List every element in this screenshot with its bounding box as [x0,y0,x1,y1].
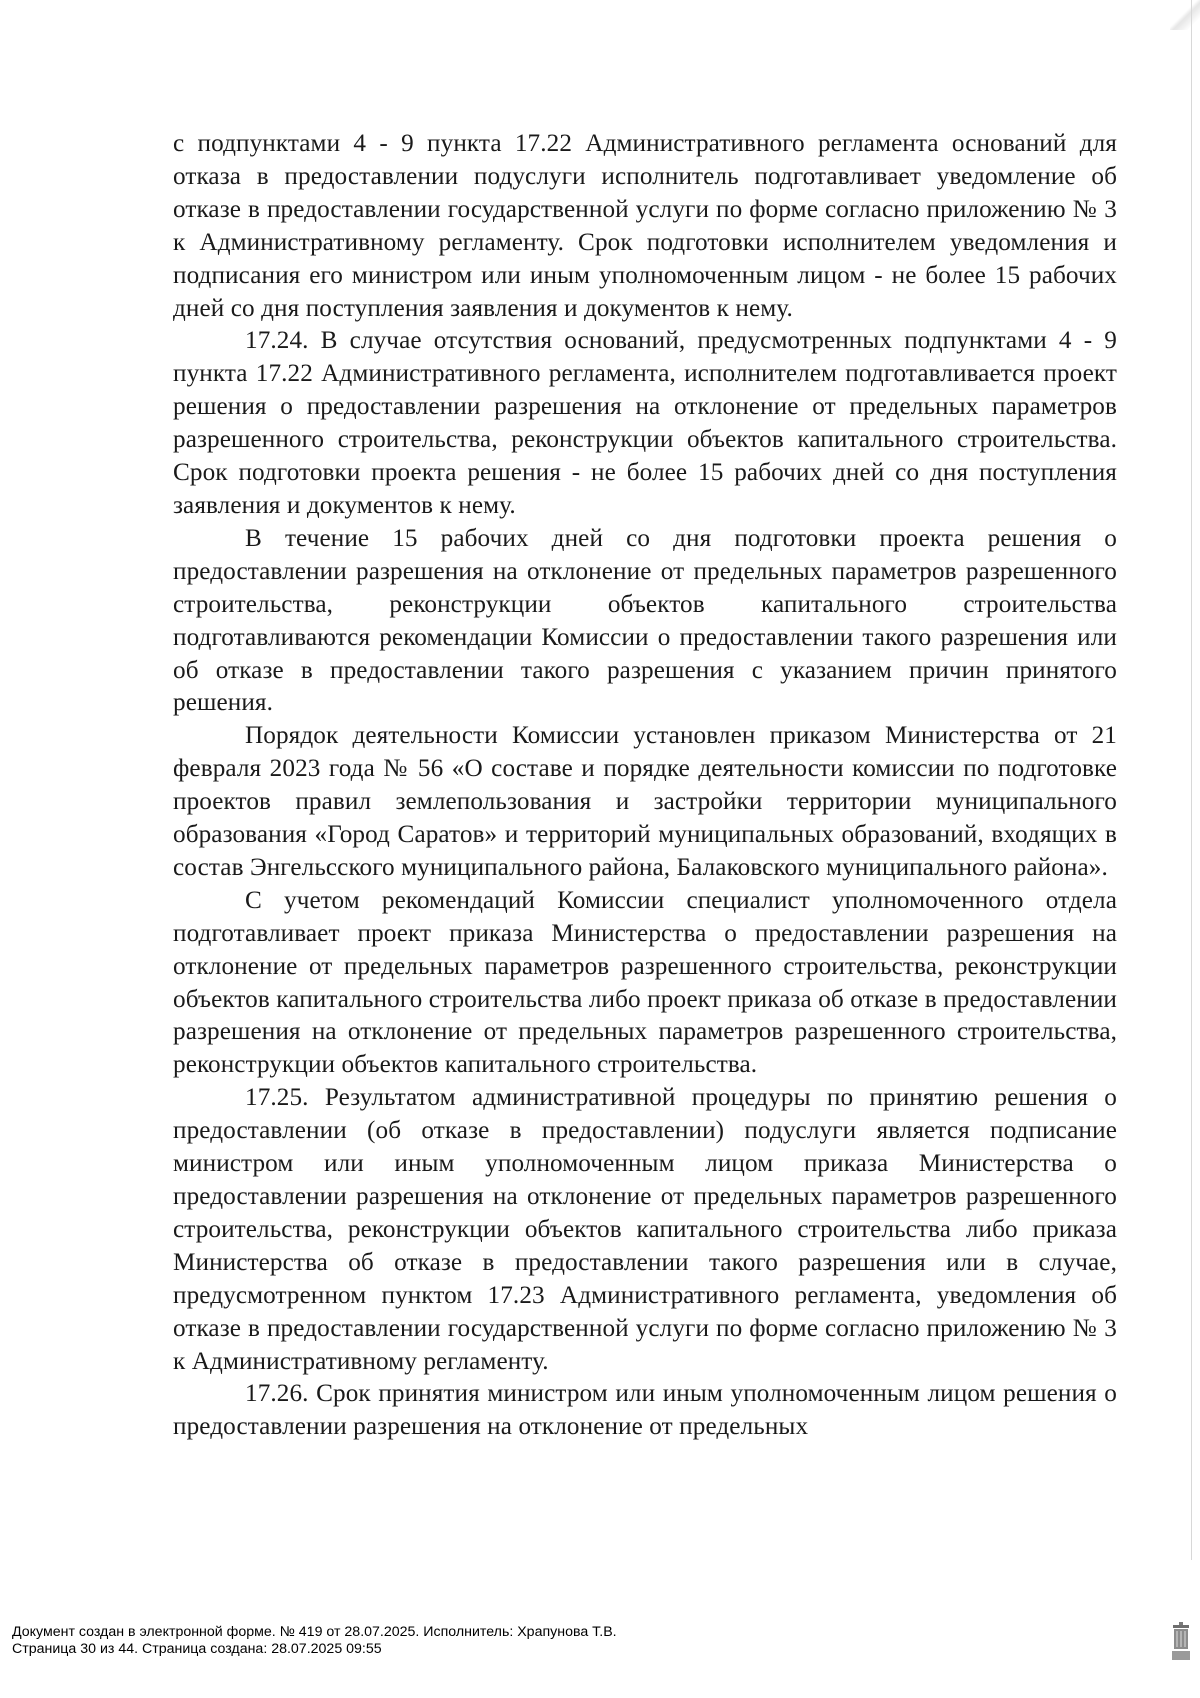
document-body [173,128,1117,1444]
paragraph-draft-order: С учетом рекомендаций Комиссии специалист уполномоченного отдела подготавливает проект приказа Министерства о предоставлении разрешения на отклонение от предельных параметров разрешенного строительства, реконструкции объектов капитального строительства либо проект приказа об отказе в предоставлении разрешения на отклонение от предельных параметров разрешенного строительства, реконструкции объектов капитального строительства. [173,886,1117,1079]
paragraph-continuation: с подпунктами 4 - 9 пункта 17.22 Административного регламента оснований для отказа в предоставлении подуслуги исполнитель подготавливает уведомление об отказе в предоставлении государственной услуги по форме согласно приложению № 3 к Административному регламенту. Срок подготовки исполнителем уведомления и подписания его министром или иным уполномоченным лицом - не более 15 рабочих дней со дня поступления заявления и документов к нему. [173,130,1117,322]
paragraph-commission-recommendations: В течение 15 рабочих дней со дня подготовки проекта решения о предоставлении разрешения на отклонение от предельных параметров разрешенного строительства, реконструкции объектов капитального строительства подготавливаются рекомендации Комиссии о предоставлении такого разрешения или об отказе в предоставлении такого разрешения с указанием причин принятого решения. [173,524,1117,717]
scan-corner [1170,0,1200,30]
footer-document-info: Документ создан в электронной форме. № 419 от 28.07.2025. Исполнитель: Храпунова Т.В. [12,1624,617,1640]
trash-bin-icon [1170,1620,1192,1664]
document-footer [12,1624,617,1657]
paragraph-17-26: 17.26. Срок принятия министром или иным уполномоченным лицом решения о предоставлении разрешения на отклонение от предельных [173,1380,1117,1441]
scan-edge [1191,0,1192,1560]
paragraph-17-24: 17.24. В случае отсутствия оснований, предусмотренных подпунктами 4 - 9 пункта 17.22 Административного регламента, исполнителем подготавливается проект решения о предоставлении разрешения на отклонение от предельных параметров разрешенного строительства, реконструкции объектов капитального строительства. Срок подготовки проекта решения - не более 15 рабочих дней со дня поступления заявления и документов к нему. [173,327,1117,519]
paragraph-commission-procedure: Порядок деятельности Комиссии установлен приказом Министерства от 21 февраля 2023 года № 56 «О составе и порядке деятельности комиссии по подготовке проектов правил землепользования и застройки территории муниципального образования «Город Саратов» и территорий муниципальных образований, входящих в состав Энгельсского муниципального района, Балаковского муниципального района». [173,722,1117,881]
footer-page-info: Страница 30 из 44. Страница создана: 28.07.2025 09:55 [12,1640,382,1657]
paragraph-17-25: 17.25. Результатом административной процедуры по принятию решения о предоставлении (об отказе в предоставлении) подуслуги является подписание министром или иным уполномоченным лицом приказа Министерства о предоставлении разрешения на отклонение от предельных параметров разрешенного строительства, реконструкции объектов капитального строительства либо приказа Министерства об отказе в предоставлении такого разрешения или в случае, предусмотренном пунктом 17.23 Административного регламента, уведомления об отказе в предоставлении государственной услуги по форме согласно приложению № 3 к Административному регламенту. [173,1084,1117,1375]
